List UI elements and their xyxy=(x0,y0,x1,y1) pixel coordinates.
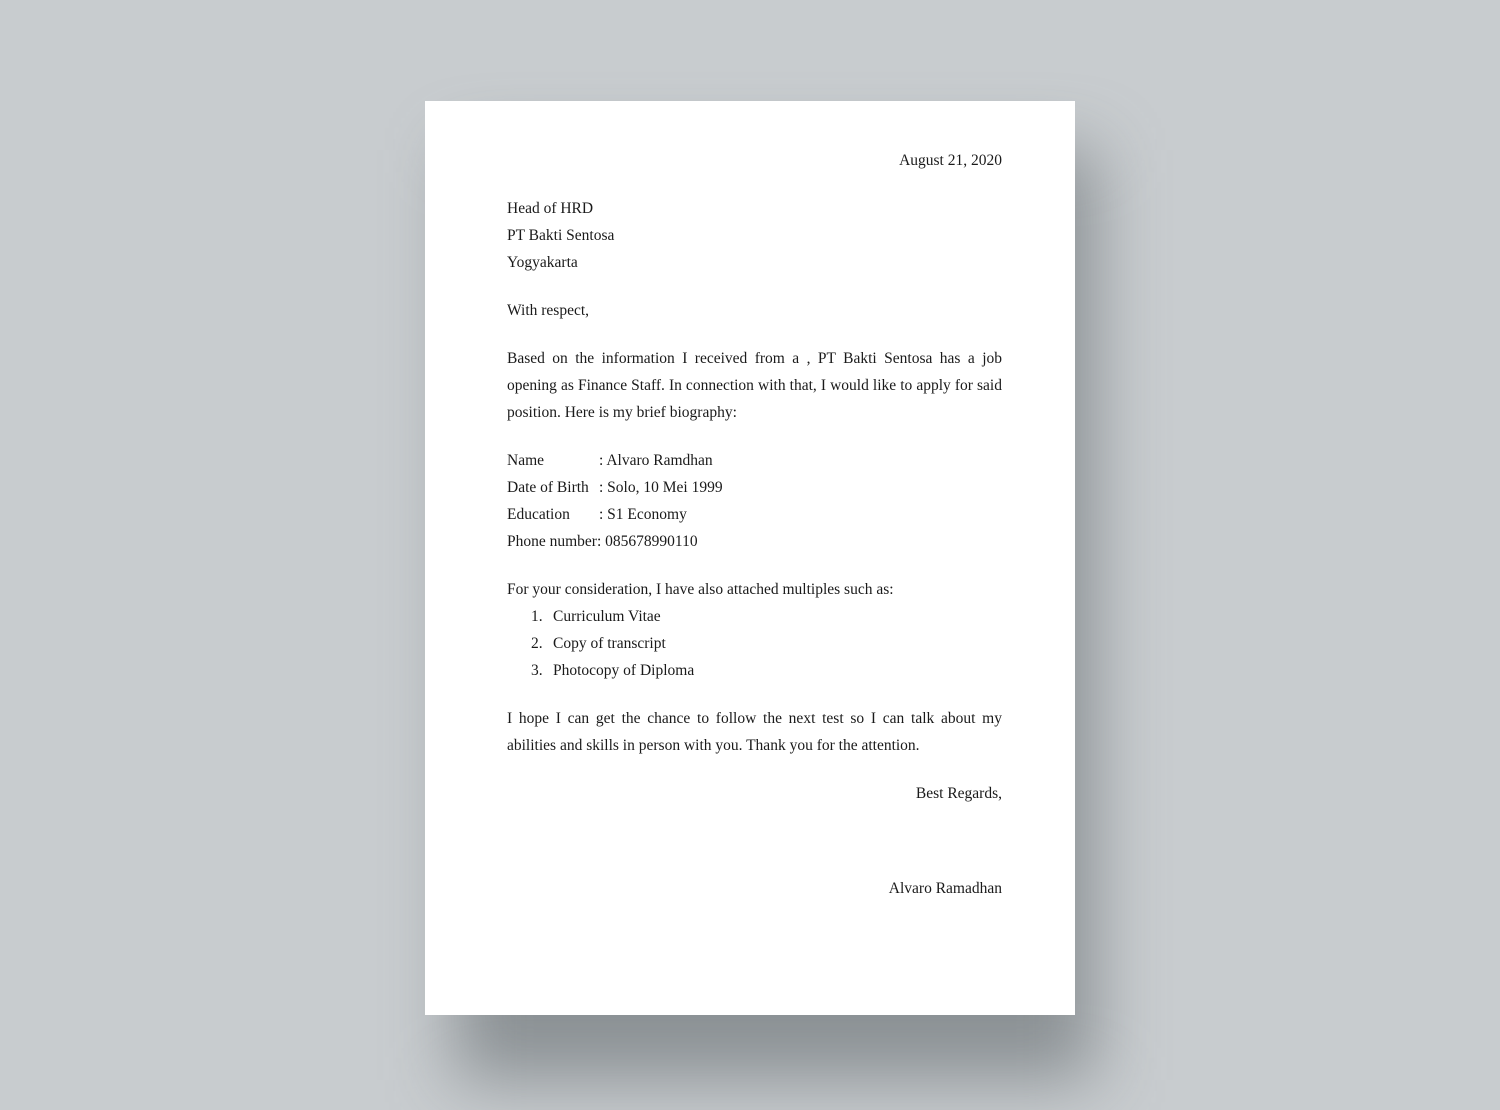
bio-label: Education xyxy=(507,506,570,523)
recipient-line: PT Bakti Sentosa xyxy=(507,227,615,244)
bio-label: Date of Birth xyxy=(507,479,589,496)
list-item xyxy=(507,630,1002,657)
list-item xyxy=(507,657,1002,684)
bio-label: Name xyxy=(507,452,545,469)
letter-page xyxy=(425,101,1075,1015)
salutation: With respect, xyxy=(507,302,590,319)
bio-row xyxy=(507,501,1002,528)
attachments-list xyxy=(507,603,1002,684)
list-item-text: Copy of transcript xyxy=(553,635,666,652)
bio-value: : Alvaro Ramdhan xyxy=(599,452,713,469)
signature-name: Alvaro Ramadhan xyxy=(888,880,1002,897)
closing-paragraph: I hope I can get the chance to follow the next test so I can talk about my abilities and skills in person with you. Thank you for the attention. xyxy=(507,710,1002,754)
letter-date: August 21, 2020 xyxy=(899,152,1002,169)
bio-row xyxy=(507,447,1002,474)
bio-value: : 085678990110 xyxy=(596,533,698,550)
list-item-text: Photocopy of Diploma xyxy=(553,662,695,679)
list-number: 3. xyxy=(531,662,543,679)
list-number: 1. xyxy=(531,608,543,625)
recipient-block xyxy=(507,195,1002,276)
letter-content xyxy=(507,147,1002,902)
bio-label: Phone number xyxy=(507,533,597,550)
attachments-intro: For your consideration, I have also attached multiples such as: xyxy=(507,581,894,598)
bio-value: : S1 Economy xyxy=(599,506,687,523)
bio-row xyxy=(507,528,1002,555)
list-item-text: Curriculum Vitae xyxy=(553,608,661,625)
list-item xyxy=(507,603,1002,630)
biography-block xyxy=(507,447,1002,555)
closing: Best Regards, xyxy=(915,785,1002,802)
recipient-line: Yogyakarta xyxy=(507,254,578,271)
intro-paragraph: Based on the information I received from a , PT Bakti Sentosa has a job opening as Finance Staff. In connection with that, I would like to apply for said position. Here is my brief biography: xyxy=(507,350,1002,421)
bio-value: : Solo, 10 Mei 1999 xyxy=(599,479,723,496)
recipient-line: Head of HRD xyxy=(507,200,594,217)
list-number: 2. xyxy=(531,635,543,652)
bio-row xyxy=(507,474,1002,501)
